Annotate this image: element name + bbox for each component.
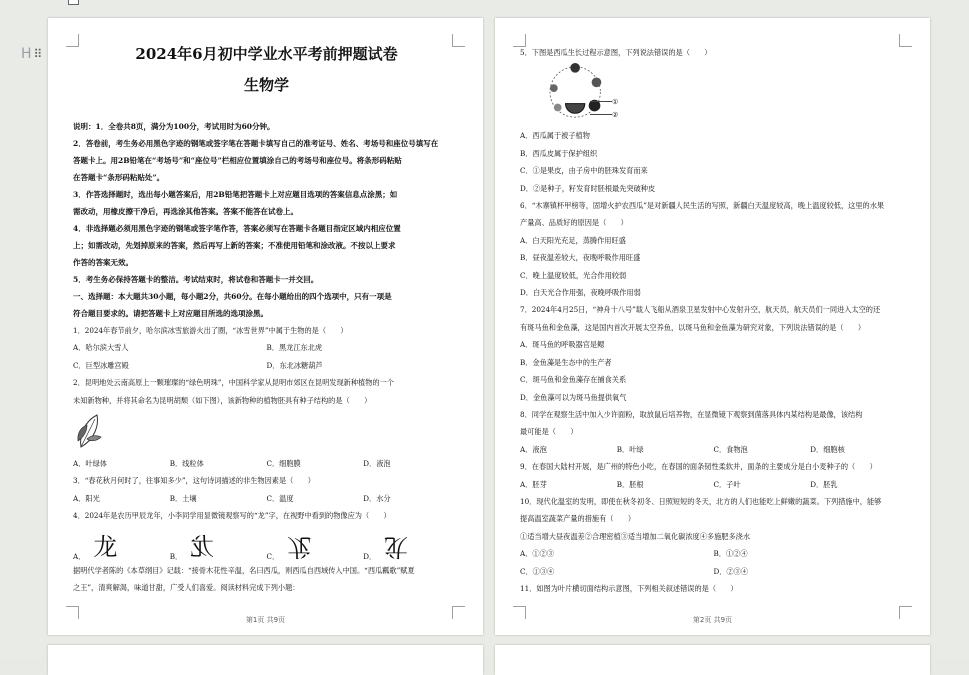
question-5: 5．下图是西瓜生长过程示意图，下列说法错误的是（ ） bbox=[520, 48, 712, 57]
option: D．水分 bbox=[363, 493, 391, 503]
block-handle[interactable] bbox=[21, 46, 42, 62]
option: D．白天光合作用强，夜晚呼吸作用弱 bbox=[520, 288, 641, 298]
option: D． 龙 bbox=[363, 532, 409, 561]
option: C．斑马鱼和金鱼藻存在捕食关系 bbox=[520, 375, 627, 385]
option: D．细胞核 bbox=[810, 444, 845, 454]
option: A．西瓜属于被子植物 bbox=[520, 131, 590, 141]
section-heading: 符合题目要求的。请把答题卡上对应题目所选的选项涂黑。 bbox=[73, 309, 268, 318]
section-heading: 一、选择题：本大题共30小题，每小题2分，共60分。在每小题给出的四个选项中，只有一项是 bbox=[73, 292, 392, 301]
question-9: 9．在春国大陆村开展，是广州的特色小吃，在春国的面条韧性柔软并，面条的主要成分是白小麦种子的（ ） bbox=[520, 462, 877, 472]
page-1 bbox=[48, 18, 483, 635]
leaf-illustration bbox=[75, 411, 105, 451]
watermelon-figure bbox=[520, 61, 907, 127]
question-7-cont: 有斑马鱼和金鱼藻，这是国内首次开展太空养鱼，以斑马鱼和金鱼藻为研究对象，下列说法错误的是（ ） bbox=[520, 322, 866, 332]
page-4 bbox=[495, 645, 930, 675]
instructions bbox=[73, 118, 460, 322]
option: A．①②③ bbox=[520, 549, 554, 559]
option: C．食物泡 bbox=[713, 444, 748, 454]
option: C．①是果皮，由子房中的胚珠发育而来 bbox=[520, 166, 648, 176]
option: B．①②④ bbox=[713, 549, 748, 559]
question-8-cont: 最可能是（ ） bbox=[520, 427, 578, 437]
drag-handle-icon[interactable]: ⠿ bbox=[33, 47, 43, 61]
options-q1 bbox=[73, 339, 460, 356]
option: A． 龙 bbox=[73, 532, 118, 561]
option: B．叶绿 bbox=[616, 444, 644, 454]
heading-indicator: H bbox=[21, 46, 32, 62]
option: B．昼夜温差较大，夜晚呼吸作用旺盛 bbox=[520, 253, 641, 263]
instruction-line: 4．非选择题必须用黑色字迹的钢笔或签字笔作答，答案必须写在答题卡各题目指定区域内相应位置 bbox=[73, 224, 401, 233]
instruction-line: 在答题卡“条形码粘贴处”。 bbox=[73, 173, 165, 182]
dragon-glyph-rotated: 龙 bbox=[384, 532, 409, 561]
question-3: 3．“春花秋月何时了，往事知多少”，这句诗词描述的非生物因素是（ ） bbox=[73, 476, 315, 486]
page-footer: 第2页 共9页 bbox=[692, 616, 733, 624]
instruction-line: 2．答卷前，考生务必用黑色字迹的钢笔或签字笔在答题卡填写自己的准考证号、姓名、考场号和座位号填写在 bbox=[73, 139, 439, 148]
instruction-line: 说明：1．全卷共8页，满分为100分，考试用时为60分钟。 bbox=[73, 122, 275, 131]
question-11: 11．如图为叶片横切面结构示意图，下列相关叙述错误的是（ ） bbox=[520, 583, 738, 593]
question-10-cont: 提高温室蔬菜产量的措施有（ ） bbox=[520, 514, 636, 524]
instruction-line: 5．考生务必保持答题卡的整洁。考试结束时，将试卷和答题卡一并交回。 bbox=[73, 275, 319, 284]
option: B．西瓜皮属于保护组织 bbox=[520, 148, 598, 158]
page-footer: 第1页 共9页 bbox=[245, 616, 286, 624]
option: A．阳光 bbox=[73, 493, 100, 503]
options-q10 bbox=[520, 545, 907, 562]
question-2: 2．昆明地处云南高原上一颗璀璨的“绿色明珠”，中国科学家从昆明市郊区在昆明发现新种植物的一个 bbox=[73, 378, 394, 388]
instruction-line: 答题卡上。用2B铅笔在“考场号”和“座位号”栏相应位置填涂自己的考场号和座位号。将条形码粘贴 bbox=[73, 156, 402, 165]
question-10: 10．现代化温室的发明，即使在秋冬初冬、日照短短的冬天，北方的人们也能吃上鲜嫩的蔬菜。下列措施中，能够 bbox=[520, 496, 882, 506]
question-2-cont: 未知新物种，并将其命名为昆明胡颓（如下图），该新物种的植物胚具有种子结构的是（ ） bbox=[73, 395, 372, 405]
page-2 bbox=[495, 18, 930, 635]
option: A．胚芽 bbox=[520, 479, 547, 489]
question-6-cont: 产量高、品质好的原因是（ ） bbox=[520, 218, 628, 228]
question-4: 4．2024年是农历甲辰龙年，小李同学用显微镜观察写的“龙”字，在视野中看到的物像应为（ ） bbox=[73, 511, 391, 521]
options-q1 bbox=[73, 357, 460, 374]
question-6: 6．“木寨镇杯甲榜等，固增火护农西瓜”是对新疆人民生活的写照，新疆白天温度较高，晚上温度较低，这里的水果 bbox=[520, 201, 885, 211]
option: C．温度 bbox=[266, 493, 294, 503]
option: D．②③④ bbox=[713, 566, 749, 576]
option: D．金鱼藻可以为斑马鱼提供氧气 bbox=[520, 392, 627, 402]
options-q3 bbox=[73, 490, 460, 507]
checkbox[interactable] bbox=[68, 0, 79, 5]
reading-passage-cont: 之王”，清爽解渴，味道甘甜，广受人们喜爱。阅读材料完成下列小题： bbox=[73, 583, 300, 593]
exam-title: 2024年6月初中学业水平考前押题试卷 bbox=[135, 45, 398, 63]
question-7: 7．2024年4月25日，“神舟十八号”载人飞船从酒泉卫星发射中心发射升空，航天员，航天员们一同进入太空的还 bbox=[520, 305, 881, 315]
options-q2 bbox=[73, 455, 460, 472]
option: A．斑马鱼的呼吸器官是鳃 bbox=[520, 340, 605, 350]
options-q4 bbox=[73, 526, 460, 562]
option: B．胚根 bbox=[616, 479, 644, 489]
instruction-line: 作答的答案无效。 bbox=[73, 258, 133, 267]
label-1: ① bbox=[612, 98, 619, 107]
option: C．巨型冰雕宫殿 bbox=[73, 360, 129, 370]
option: C．①③④ bbox=[520, 566, 555, 576]
reading-passage: 据明代学者陈的《本草纲目》记载：“接骨木花性辛温，名曰西瓜，则西瓜自西域传入中国。“西瓜瓤歌”赋夏 bbox=[73, 565, 415, 575]
option: D．东北冰糖葫芦 bbox=[266, 360, 323, 370]
option: B．金鱼藻是生态中的生产者 bbox=[520, 357, 612, 367]
label-2: ② bbox=[612, 111, 619, 120]
option: C．晚上温度较低，光合作用较弱 bbox=[520, 270, 627, 280]
instruction-line: 上；如需改动，先划掉原来的答案，然后再写上新的答案；不准使用铅笔和涂改液。不按以上要求 bbox=[73, 241, 396, 250]
option: D．液泡 bbox=[363, 459, 391, 469]
instruction-line: 需改动，用橡皮擦干净后，再选涂其他答案。答案不能答在试卷上。 bbox=[73, 207, 298, 216]
options-q10 bbox=[520, 563, 907, 580]
option: D．②是种子，籽发育时胚根最先突破种皮 bbox=[520, 183, 656, 193]
dragon-glyph-mirrored: 龙 bbox=[190, 532, 215, 561]
option: A．液泡 bbox=[520, 444, 547, 454]
page-3 bbox=[48, 645, 483, 675]
options-q9 bbox=[520, 476, 907, 493]
question-10-items: ①适当增大昼夜温差②合理密植③适当增加二氧化碳浓度④多施肥多浇水 bbox=[520, 531, 751, 541]
dragon-glyph-flipped: 龙 bbox=[287, 532, 312, 561]
question-8: 8．同学在观察生活中加入少许面粉，取放鼠后培养物，在显微镜下观察到菌落具体内某结构是最像，该结构 bbox=[520, 409, 863, 419]
dragon-glyph: 龙 bbox=[93, 532, 118, 561]
option: A．白天阳光充足，蒸腾作用旺盛 bbox=[520, 235, 626, 245]
page-2-content bbox=[520, 44, 907, 597]
option: C．子叶 bbox=[713, 479, 741, 489]
page-1-content bbox=[73, 40, 460, 596]
option: C．细胞膜 bbox=[266, 459, 301, 469]
option: B． 龙 bbox=[169, 532, 215, 561]
option: C． 龙 bbox=[266, 532, 312, 561]
instruction-line: 3．作答选择题时，选出每小题答案后，用2B铅笔把答题卡上对应题目选项的答案信息点涂黑；如 bbox=[73, 190, 398, 199]
option: D．胚乳 bbox=[810, 479, 838, 489]
option: A．叶绿体 bbox=[73, 459, 107, 469]
question-1: 1．2024年春节前夕，哈尔滨冰雪旅游火出了圈，“冰雪世界”中属于生物的是（ ） bbox=[73, 326, 348, 335]
exam-subject: 生物学 bbox=[243, 76, 289, 94]
options-q8 bbox=[520, 441, 907, 458]
option: A．哈尔滨大雪人 bbox=[73, 343, 129, 353]
option: B．土壤 bbox=[169, 493, 197, 503]
option: B．线粒体 bbox=[169, 459, 204, 469]
option: B．黑龙江东北虎 bbox=[266, 343, 323, 353]
